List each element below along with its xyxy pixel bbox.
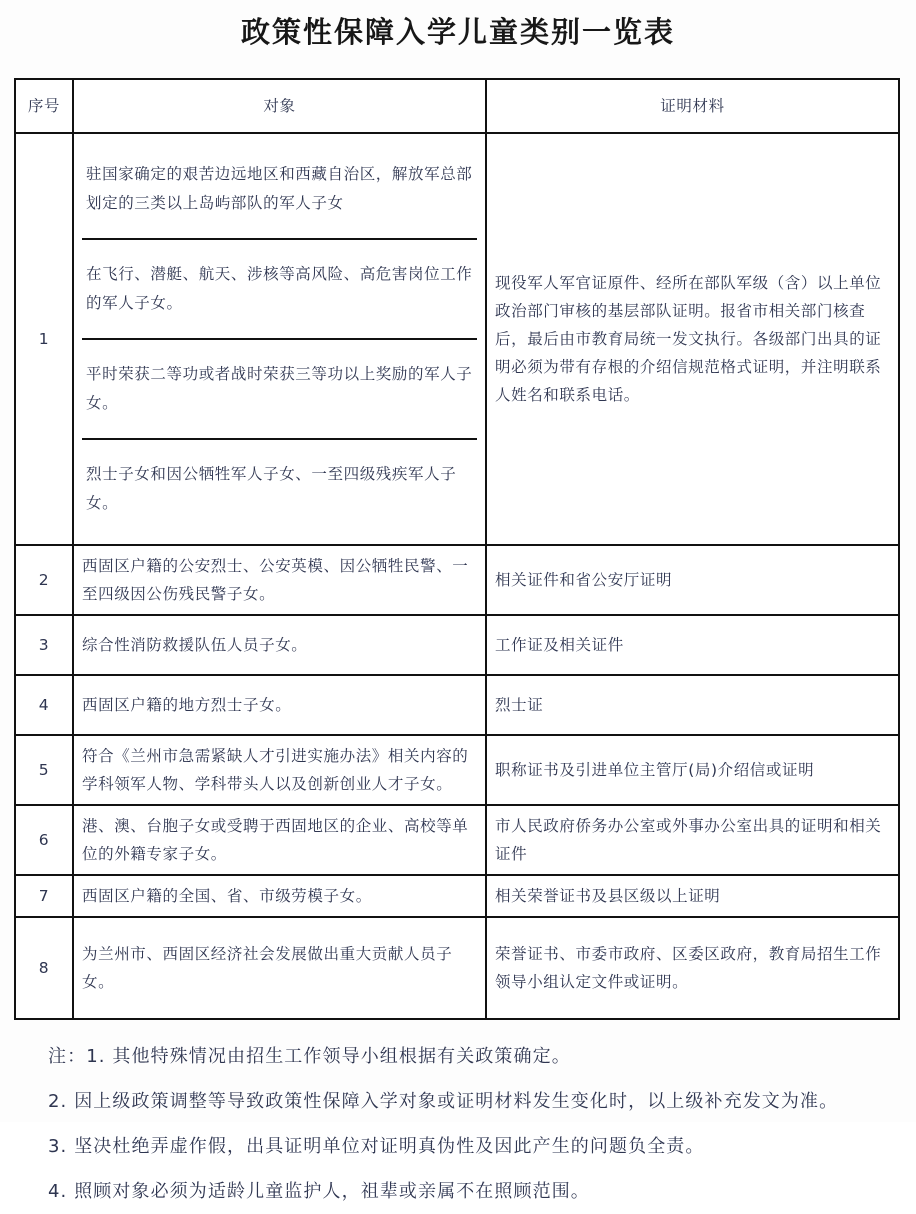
object-subitem <box>82 239 477 339</box>
table-row <box>15 735 899 805</box>
column-header-object: 对象 <box>73 79 486 133</box>
row-proof: 现役军人军官证原件、经所在部队军级（含）以上单位政治部门审核的基层部队证明。报省市相关部门核查后，最后由市教育局统一发文执行。各级部门出具的证明必须为带有存根的介绍信规范格式证明，并注明联系人姓名和联系电话。 <box>486 133 899 545</box>
table-row <box>15 615 899 675</box>
column-header-index: 序号 <box>15 79 73 133</box>
table-container <box>14 78 898 1020</box>
note-item: 3. 坚决杜绝弄虚作假，出具证明单位对证明真伪性及因此产生的问题负全责。 <box>48 1136 705 1157</box>
categories-table <box>14 78 900 1020</box>
table-row <box>15 917 899 1019</box>
row-index: 2 <box>15 545 73 615</box>
table-body <box>15 133 899 1019</box>
row-object: 西固区户籍的公安烈士、公安英模、因公牺牲民警、一至四级因公伤残民警子女。 <box>73 545 486 615</box>
row-object: 西固区户籍的全国、省、市级劳模子女。 <box>73 875 486 917</box>
row-proof: 烈士证 <box>486 675 899 735</box>
object-subitem <box>82 439 477 538</box>
header-row <box>15 79 899 133</box>
row-object-group <box>73 133 486 545</box>
row-object: 符合《兰州市急需紧缺人才引进实施办法》相关内容的学科领军人物、学科带头人以及创新创业人才子女。 <box>73 735 486 805</box>
object-subitem-text: 烈士子女和因公牺牲军人子女、一至四级残疾军人子女。 <box>86 465 457 512</box>
object-subitem-text: 平时荣获二等功或者战时荣获三等功以上奖励的军人子女。 <box>82 339 477 439</box>
row-proof: 相关荣誉证书及县区级以上证明 <box>486 875 899 917</box>
row-proof: 市人民政府侨务办公室或外事办公室出具的证明和相关证件 <box>486 805 899 875</box>
note-item: 4. 照顾对象必须为适龄儿童监护人，祖辈或亲属不在照顾范围。 <box>48 1181 590 1202</box>
row-index: 8 <box>15 917 73 1019</box>
column-header-proof: 证明材料 <box>486 79 899 133</box>
row-proof: 工作证及相关证件 <box>486 615 899 675</box>
row-object: 港、澳、台胞子女或受聘于西固地区的企业、高校等单位的外籍专家子女。 <box>73 805 486 875</box>
page-title: 政策性保障入学儿童类别一览表 <box>240 15 675 49</box>
row-proof: 相关证件和省公安厅证明 <box>486 545 899 615</box>
table-row <box>15 675 899 735</box>
object-subitem-text: 驻国家确定的艰苦边远地区和西藏自治区，解放军总部划定的三类以上岛屿部队的军人子女 <box>82 140 477 239</box>
table-header <box>15 79 899 133</box>
table-row <box>15 805 899 875</box>
table-row <box>15 875 899 917</box>
row-object: 为兰州市、西固区经济社会发展做出重大贡献人员子女。 <box>73 917 486 1019</box>
table-row <box>15 133 899 545</box>
notes-section <box>26 1034 894 1214</box>
note-item: 注：1. 其他特殊情况由招生工作领导小组根据有关政策确定。 <box>48 1046 571 1067</box>
row-index: 3 <box>15 615 73 675</box>
row-index: 6 <box>15 805 73 875</box>
row-object: 西固区户籍的地方烈士子女。 <box>73 675 486 735</box>
object-subitem <box>82 140 477 239</box>
row-index: 5 <box>15 735 73 805</box>
row-index: 4 <box>15 675 73 735</box>
object-subitem-text: 在飞行、潜艇、航天、涉核等高风险、高危害岗位工作的军人子女。 <box>82 239 477 339</box>
object-subitem <box>82 339 477 439</box>
table-row <box>15 545 899 615</box>
row-index: 7 <box>15 875 73 917</box>
row-proof: 职称证书及引进单位主管厅(局)介绍信或证明 <box>486 735 899 805</box>
note-item: 2. 因上级政策调整等导致政策性保障入学对象或证明材料发生变化时，以上级补充发文为准。 <box>48 1091 839 1112</box>
row-proof: 荣誉证书、市委市政府、区委区政府，教育局招生工作领导小组认定文件或证明。 <box>486 917 899 1019</box>
row-index: 1 <box>15 133 73 545</box>
row-object: 综合性消防救援队伍人员子女。 <box>73 615 486 675</box>
object-sublist <box>82 140 477 538</box>
